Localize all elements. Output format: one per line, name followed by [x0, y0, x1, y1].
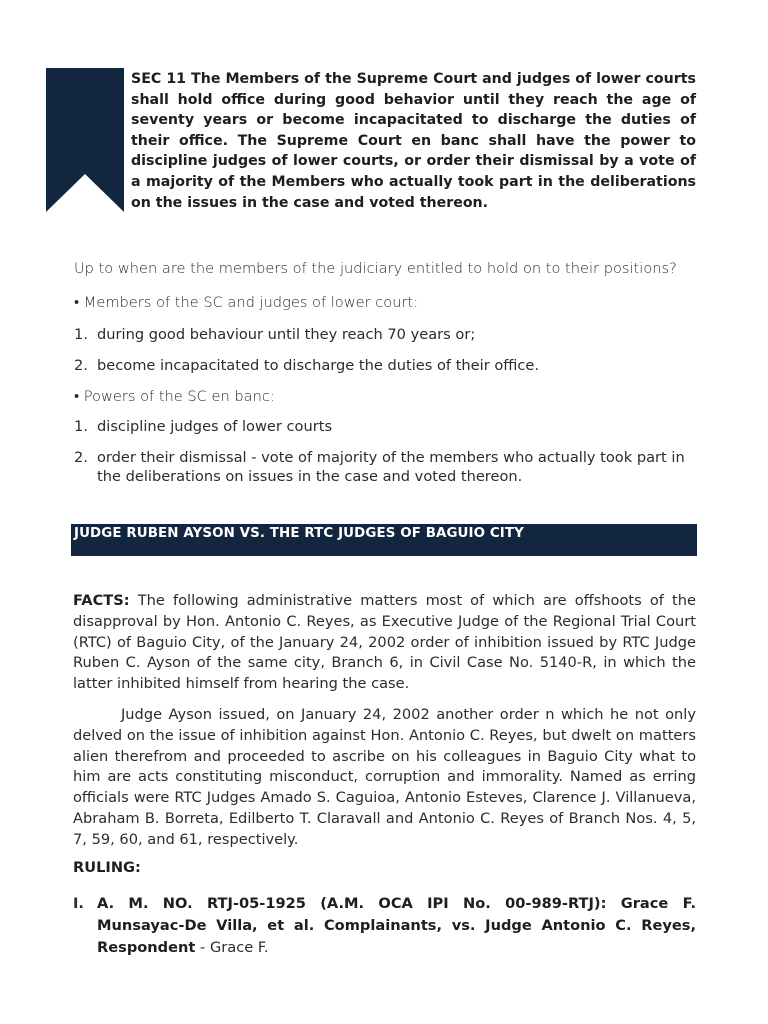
list-item-text: become incapacitated to discharge the duties of their office.	[97, 357, 540, 374]
list-item	[74, 417, 698, 436]
ruling-item	[73, 893, 696, 959]
bookmark-ribbon-icon	[46, 68, 124, 212]
list-item-text: discipline judges of lower courts	[97, 418, 333, 435]
question-text: Up to when are the members of the judiciary entitled to hold on to their positions?	[74, 260, 677, 277]
ruling-item-heading: A. M. NO. RTJ-05-1925 (A.M. OCA IPI No. 00-989-RTJ): Grace F. Munsayac-De Villa, et al. Complainants, vs. Judge Antonio C. Reyes, Respondent	[97, 895, 696, 956]
list-item-number: 1.	[74, 418, 88, 435]
constitution-section-text: SEC 11 The Members of the Supreme Court and judges of lower courts shall hold office during good behavior until they reach the age of seventy years or become incapacitated to discharge the duties of their office. The Supreme Court en banc shall have the power to discipline judges of lower courts, or order their dismissal by a vote of a majority of the Members who actually took part in the deliberations on the issues in the case and voted thereon.	[131, 71, 696, 211]
ruling-label: RULING:	[73, 859, 141, 876]
bullet-members: • Members of the SC and judges of lower court:	[74, 294, 419, 311]
list-item	[74, 356, 698, 375]
facts-text: The following administrative matters most of which are offshoots of the disapproval by Hon. Antonio C. Reyes, as Executive Judge of the Regional Trial Court (RTC) of Baguio City, of the January 24, 2002 order of inhibition issued by RTC Judge Ruben C. Ayson of the same city, Branch 6, in Civil Case No. 5140-R, in which the latter inhibited himself from hearing the case.	[73, 592, 696, 693]
ruling-item-number: I.	[73, 895, 84, 912]
list-item	[74, 448, 698, 486]
facts-paragraph	[73, 591, 696, 695]
ruling-item-rest: - Grace F.	[195, 939, 269, 956]
list-item-text: order their dismissal - vote of majority of the members who actually took part in the deliberations on issues in the case and voted thereon.	[97, 449, 685, 485]
case-title-banner	[71, 524, 697, 556]
case-title: JUDGE RUBEN AYSON VS. THE RTC JUDGES OF BAGUIO CITY	[74, 526, 524, 541]
list-item-number: 2.	[74, 357, 88, 374]
list-item	[74, 325, 698, 344]
list-item-text: during good behaviour until they reach 70 years or;	[97, 326, 476, 343]
facts-paragraph-2: Judge Ayson issued, on January 24, 2002 another order n which he not only delved on the issue of inhibition against Hon. Antonio C. Reyes, but dwelt on matters alien therefrom and proceeded to ascribe on his colleagues in Baguio City what to him are acts constituting misconduct, corruption and immorality. Named as erring officials were RTC Judges Amado S. Caguioa, Antonio Esteves, Clarence J. Villanueva, Abraham B. Borreta, Edilberto T. Claravall and Antonio C. Reyes of Branch Nos. 4, 5, 7, 59, 60, and 61, respectively.	[73, 706, 696, 848]
list-item-number: 2.	[74, 449, 88, 466]
list-item-number: 1.	[74, 326, 88, 343]
ruling-item-text	[97, 893, 696, 959]
bullet-powers: • Powers of the SC en banc:	[74, 388, 275, 405]
facts-label: FACTS:	[73, 592, 130, 609]
